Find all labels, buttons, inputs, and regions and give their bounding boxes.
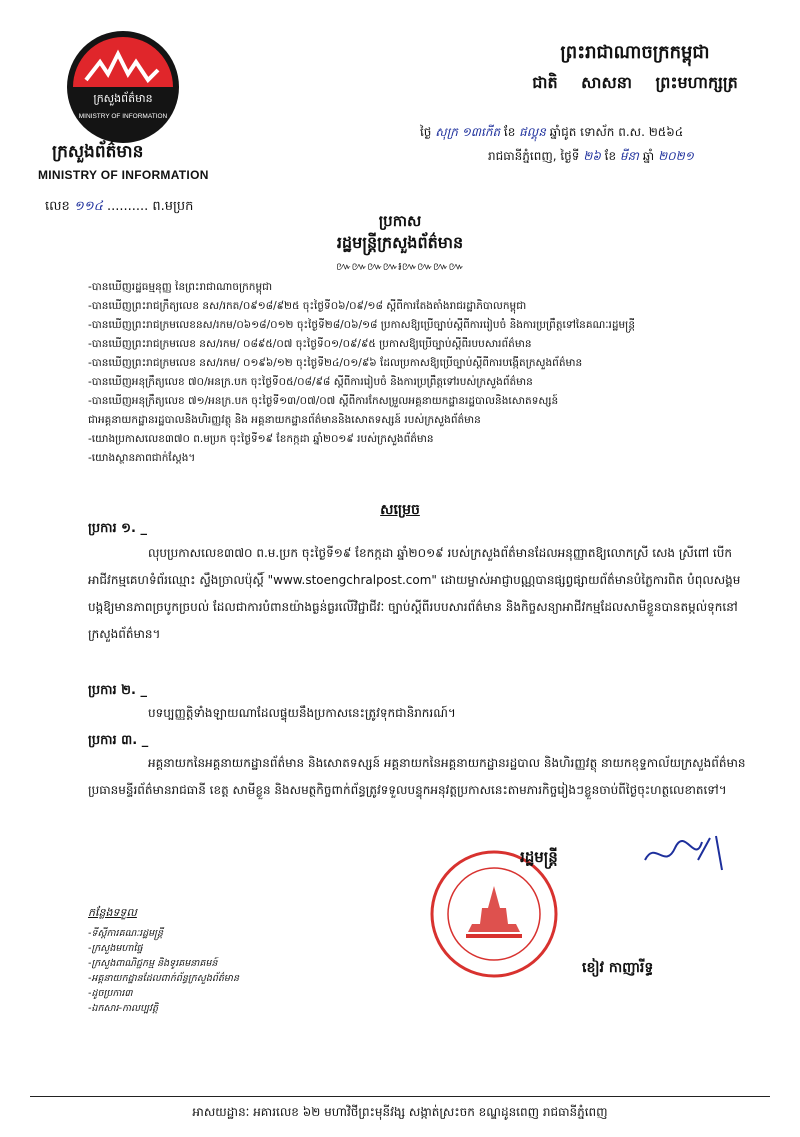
recipient-item: -ក្រសួងមហាផ្ទៃ [88, 943, 143, 954]
consideration-item: -បានឃើញរដ្ឋធម្មនុញ្ញ នៃព្រះរាជាណាចក្រកម្ពុជា [88, 281, 273, 293]
number-suffix: ព.មប្រក [152, 199, 194, 214]
solar-date-prefix: រាជធានីភ្នំពេញ, ថ្ងៃទី [488, 149, 580, 163]
consideration-item: -បានឃើញព្រះរាជក្រមលេខ នស/រកម/ ០១៩៦/១២ ចុះថ្ងៃទី២៤/០១/៩៦ ដែលប្រកាសឱ្យប្រើច្បាប់ស្តីពីការបង្កើតក្រសួងព័ត៌មាន [88, 357, 583, 369]
solar-date [488, 148, 694, 166]
recipients-list [88, 926, 239, 1016]
signer-name: ខៀវ កាញារីទ្ធ [582, 960, 654, 976]
signer-title: រដ្ឋមន្ត្រី [520, 848, 558, 866]
lunar-date [420, 124, 683, 142]
article-1-body: លុបប្រកាសលេខ៣៧០ ព.ម.ប្រក ចុះថ្ងៃទី១៩ ខែកក្កដា ឆ្នាំ២០១៩ របស់ក្រសួងព័ត៌មានដែលអនុញ្ញាតឱ្យលោកស្រី សេង ស្រីពៅ បើកអាជីវកម្មគេហទំព័រឈ្មោះ ស្ទឹងច្រាលប៉ុស្តិ៍ "www.stoengchralpost.com" ដោយម្ចាស់អាជ្ញាបណ្ណបានផ្សព្វផ្សាយព័ត៌មានបំភ្លៃការពិត បំពុលសង្គម បង្កឱ្យមានភាពច្របូកច្របល់ ដែលជាការបំពានយ៉ាងធ្ងន់ធ្ងរលើវិជ្ជាជីវៈ ច្បាប់ស្តីពីរបបសារព័ត៌មាន និងកិច្ចសន្យាអាជីវកម្មដែលសាមីខ្លួនបានតម្កល់ទុកនៅក្រសួងព័ត៌មាន។ [88, 546, 741, 641]
footer-divider [30, 1096, 770, 1097]
solar-year-prefix: ឆ្នាំ [642, 149, 655, 163]
considerations-list [88, 278, 748, 468]
recipient-item: -អគ្គនាយកដ្ឋានដែលពាក់ព័ន្ធក្រសួងព័ត៌មាន [88, 973, 239, 984]
solar-year: ២០២១ [658, 149, 694, 163]
ministry-name-kh: ក្រសួងព័ត៌មាន [52, 142, 144, 162]
article-3-body: អគ្គនាយកនៃអគ្គនាយកដ្ឋានព័ត៌មាន និងសោតទស្សន៍ អគ្គនាយកនៃអគ្គនាយកដ្ឋានរដ្ឋបាល និងហិរញ្ញវត្ថុ នាយកខុទ្ទកាល័យក្រសួងព័ត៌មាន ប្រធានមន្ទីរព័ត៌មានរាជធានី ខេត្ត សាមីខ្លួន និងសមត្ថកិច្ចពាក់ព័ន្ធត្រូវទទួលបន្ទុកអនុវត្តប្រកាសនេះតាមភារកិច្ចរៀងៗខ្លួនចាប់ពីថ្ងៃចុះហត្ថលេខាតទៅ។ [88, 756, 746, 797]
consideration-item: -បានឃើញព្រះរាជក្រមលេខ នស/រកម/ ០៨៩៥/០៧ ចុះថ្ងៃទី០១/០៩/៩៥ ប្រកាសឱ្យប្រើច្បាប់ស្តីពីរបបសារព័ត៌មាន [88, 338, 532, 350]
consideration-item: -យោងប្រកាសលេខ៣៧០ ព.មប្រក ចុះថ្ងៃទី១៩ ខែកក្កដា ឆ្នាំ២០១៩ របស់ក្រសួងព័ត៌មាន [88, 433, 434, 445]
number-prefix: លេខ [45, 199, 70, 214]
document-type: ប្រកាស [378, 212, 422, 230]
national-motto: ជាតិ សាសនា ព្រះមហាក្សត្រ [532, 73, 738, 92]
footer-address: អាសយដ្ឋានៈ អគារលេខ ៦២ មហាវិថីព្រះមុនីវង្ស សង្កាត់ស្រះចក ខណ្ឌដូនពេញ រាជធានីភ្នំពេញ [192, 1105, 608, 1119]
ministry-logo [62, 28, 184, 146]
consideration-item: -បានឃើញព្រះរាជក្រមលេខនស/រកម/០៦១៨/០១២ ចុះថ្ងៃទី២៨/០៦/១៨ ប្រកាសឱ្យប្រើច្បាប់ស្តីពីការរៀបចំ និងការប្រព្រឹត្តទៅនៃគណៈរដ្ឋមន្ត្រី [88, 319, 635, 331]
lunar-month-prefix: ខែ [503, 125, 516, 139]
lunar-date-value: សុក្រ ១៣កើត [435, 125, 501, 139]
document-issuer: រដ្ឋមន្ត្រីក្រសួងព័ត៌មាន [336, 233, 464, 252]
ministry-name-en: MINISTRY OF INFORMATION [38, 168, 209, 182]
article-3-title: ប្រការ ៣. _ [88, 733, 149, 748]
signature [640, 830, 730, 880]
recipients-title: កន្លែងទទួល [88, 906, 137, 919]
consideration-item: -បានឃើញព្រះរាជក្រឹត្យលេខ នស/រកត/០៩១៨/៩២៥ ចុះថ្ងៃទី០៦/០៩/១៨ ស្តីពីការតែងតាំងរាជរដ្ឋាភិបាលកម្ពុជា [88, 300, 527, 312]
article-1-title: ប្រការ ១. _ [88, 521, 147, 536]
logo-text: ក្រសួងព័ត៌មាន [93, 92, 153, 105]
solar-day: ២៦ [583, 149, 601, 163]
recipient-item: -ឯកសារ-កាលប្បវត្តិ [88, 1003, 158, 1014]
article-2-body: បទប្បញ្ញត្តិទាំងឡាយណាដែលផ្ទុយនឹងប្រកាសនេះត្រូវទុកជានិរាករណ៍។ [148, 706, 456, 720]
number-value: ១១៤ [73, 199, 103, 214]
ornament-divider: ៚៚៚៚៛៚៚៚៚ [335, 260, 465, 273]
consideration-item: -បានឃើញអនុក្រឹត្យលេខ ៧១/អនក្រ.បក ចុះថ្ងៃទី១៣/០៧/០៧ ស្តីពីការកែសម្រួលអគ្គនាយកដ្ឋានរដ្ឋបាលនិងសោតទស្សន៍ [88, 395, 559, 407]
lunar-date-prefix: ថ្ងៃ [420, 125, 432, 139]
recipient-item: -ដូចប្រការ៣ [88, 988, 133, 999]
solar-month: មីនា [619, 149, 639, 163]
consideration-item: -បានឃើញអនុក្រឹត្យលេខ ៧០/អនក្រ.បក ចុះថ្ងៃទី០៥/០៨/៩៨ ស្តីពីការរៀបចំ និងការប្រព្រឹត្តទៅរបស់ក្រសួងព័ត៌មាន [88, 376, 533, 388]
document-number: លេខ ១១៤ .......... ព.មប្រក [45, 199, 194, 214]
lunar-month: ផល្គុន [519, 125, 546, 139]
consideration-item: ជាអគ្គនាយកដ្ឋានរដ្ឋបាលនិងហិរញ្ញវត្ថុ និង អគ្គនាយកដ្ឋានព័ត៌មាននិងសោតទស្សន៍ របស់ក្រសួងព័ត៌មាន [88, 414, 481, 426]
logo-ring-text: MINISTRY OF INFORMATION [78, 113, 168, 120]
consideration-item: -យោងស្ថានភាពជាក់ស្តែង។ [88, 452, 196, 464]
recipient-item: -ទីស្តីការគណៈរដ្ឋមន្ត្រី [88, 928, 164, 939]
recipient-item: -ក្រសួងពាណិជ្ជកម្ម និងទូរគមនាគមន៍ [88, 958, 218, 969]
lunar-year: ឆ្នាំជូត ទោស័ក ព.ស. ២៥៦៤ [549, 125, 684, 139]
article-2-title: ប្រការ ២. _ [88, 683, 147, 698]
decision-heading: សម្រេច [380, 502, 420, 518]
solar-month-prefix: ខែ [604, 149, 617, 163]
kingdom-title: ព្រះរាជាណាចក្រកម្ពុជា [560, 42, 710, 63]
